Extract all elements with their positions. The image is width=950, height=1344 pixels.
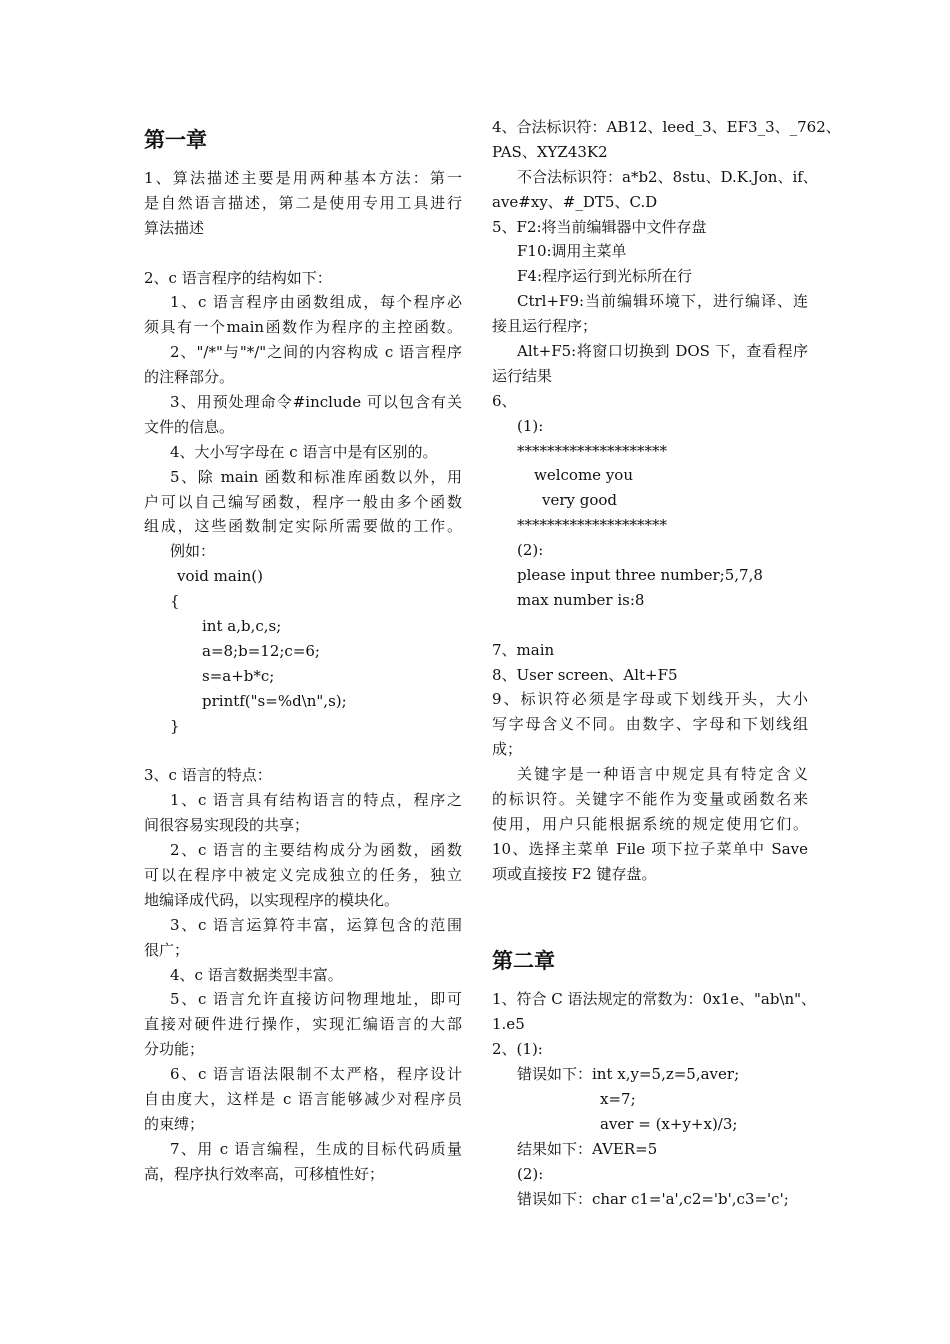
text-line: 6、 [492,391,517,410]
output-line: max number is:8 [517,590,645,609]
text-line: 运行结果 [492,366,553,385]
code-line: { [170,592,180,611]
text-line: 5、c 语言允许直接访问物理地址，即可 [170,990,462,1009]
text-line: 4、合法标识符：AB12、leed_3、EF3_3、_762、 [492,118,841,136]
code-line: void main() [177,567,264,586]
text-line: 户可以自己编写函数，程序一般由多个函数 [144,492,462,511]
blank-line [144,738,462,763]
blank-lines [492,887,808,937]
text-line: 算法描述 [144,218,205,237]
blank-line [144,241,462,266]
code-line: } [170,716,180,735]
text-line: 项或直接按 F2 键存盘。 [492,864,657,883]
code-line: aver = (x+y+x)/3; [600,1114,738,1133]
code-line: printf("s=%d\n",s); [202,691,347,710]
text-line: 结果如下：AVER=5 [517,1139,658,1158]
text-line: 6、c 语言语法限制不太严格，程序设计 [170,1065,462,1084]
text-line: 3、c 语言的特点： [144,766,272,785]
text-line: 是自然语言描述，第二是使用专用工具进行 [144,193,462,212]
text-line: 间很容易实现段的共享； [144,816,310,835]
text-line: 错误如下：char c1='a',c2='b',c3='c'; [517,1189,789,1208]
text-line: 5、F2:将当前编辑器中文件存盘 [492,217,707,236]
chapter-1-title: 第一章 [144,127,207,152]
code-line: x=7; [600,1089,636,1108]
text-line: 4、大小写字母在 c 语言中是有区别的。 [170,442,438,461]
text-line: 文件的信息。 [144,417,235,436]
output-line: (2): [517,541,544,560]
text-line: 接且运行程序； [492,317,598,336]
text-line: 1、符合 C 语法规定的常数为：0x1e、"ab\n"、 [492,990,817,1009]
text-line: F10:调用主菜单 [517,242,627,261]
text-line: 2、"/*"与"*/"之间的内容构成 c 语言程序 [170,343,462,362]
text-line: Alt+F5:将窗口切换到 DOS 下，查看程序 [517,342,808,361]
text-line: 2、c 语言的主要结构成分为函数，函数 [170,841,462,860]
text-line: 7、用 c 语言编程，生成的目标代码质量 [170,1139,462,1158]
output-line: ******************** [517,516,667,535]
code-line: a=8;b=12;c=6; [202,641,320,660]
text-line: 2、c 语言程序的结构如下： [144,268,332,287]
text-line: 1、c 语言程序由函数组成，每个程序必 [170,293,462,312]
code-line: int a,b,c,s; [202,617,282,636]
text-line: 4、c 语言数据类型丰富。 [170,965,343,984]
text-line: 3、用预处理命令#include 可以包含有关 [170,393,462,412]
text-line: 的注释部分。 [144,368,235,387]
text-line: ave#xy、#_DT5、C.D [492,192,658,211]
text-line: 高，程序执行效率高，可移植性好； [144,1164,385,1183]
text-line: (2): [517,1164,544,1183]
text-line: 须具有一个main函数作为程序的主控函数。 [144,318,462,337]
text-line: 不合法标识符：a*b2、8stu、D.K.Jon、if、 [517,167,818,186]
text-line: 9、标识符必须是字母或下划线开头，大小 [492,690,808,709]
text-line: 错误如下：int x,y=5,z=5,aver; [517,1065,740,1084]
text-line: 7、main [492,640,555,659]
text-line: 成； [492,740,523,759]
output-line: (1): [517,416,544,435]
code-line: s=a+b*c; [202,666,275,685]
text-line: 地编译成代码，以实现程序的模块化。 [144,890,400,909]
text-line: 自由度大，这样是 c 语言能够减少对程序员 [144,1089,462,1108]
chapter-2-title: 第二章 [492,948,555,974]
text-line: 直接对硬件进行操作，实现汇编语言的大部 [144,1015,462,1034]
text-line: 10、选择主菜单 File 项下拉子菜单中 Save [492,839,808,858]
blank-line [492,613,808,638]
text-line: 组成，这些函数制定实际所需要做的工作。 [144,517,462,536]
text-line: 分功能； [144,1040,205,1059]
text-line: 1、算法描述主要是用两种基本方法：第一 [144,169,462,187]
left-column [144,115,462,1187]
right-column [492,115,841,1211]
text-line: 1.e5 [492,1015,525,1034]
text-line: Ctrl+F9:当前编辑环境下，进行编译、连 [517,292,808,311]
text-line: 很广； [144,940,190,959]
output-line: ******************** [517,441,667,460]
output-line: very good [542,491,618,510]
text-line: 关键字是一种语言中规定具有特定含义 [517,765,808,784]
code-line: 例如： [170,542,216,561]
text-line: 的束缚； [144,1114,205,1133]
text-line: 2、(1): [492,1040,543,1059]
text-line: 8、User screen、Alt+F5 [492,665,678,684]
text-line: F4:程序运行到光标所在行 [517,267,693,286]
text-line: 写字母含义不同。由数字、字母和下划线组 [492,715,808,734]
text-line: PAS、XYZ43K2 [492,142,608,161]
text-line: 3、c 语言运算符丰富，运算包含的范围 [170,915,462,934]
output-line: welcome you [534,466,633,485]
text-line: 可以在程序中被定义完成独立的任务，独立 [144,865,462,884]
text-line: 使用，用户只能根据系统的规定使用它们。 [492,814,808,833]
text-line: 5、除 main 函数和标准库函数以外，用 [170,467,462,486]
text-line: 1、c 语言具有结构语言的特点，程序之 [170,791,462,810]
output-line: please input three number;5,7,8 [517,566,763,585]
text-line: 的标识符。关键字不能作为变量或函数名来 [492,790,808,809]
